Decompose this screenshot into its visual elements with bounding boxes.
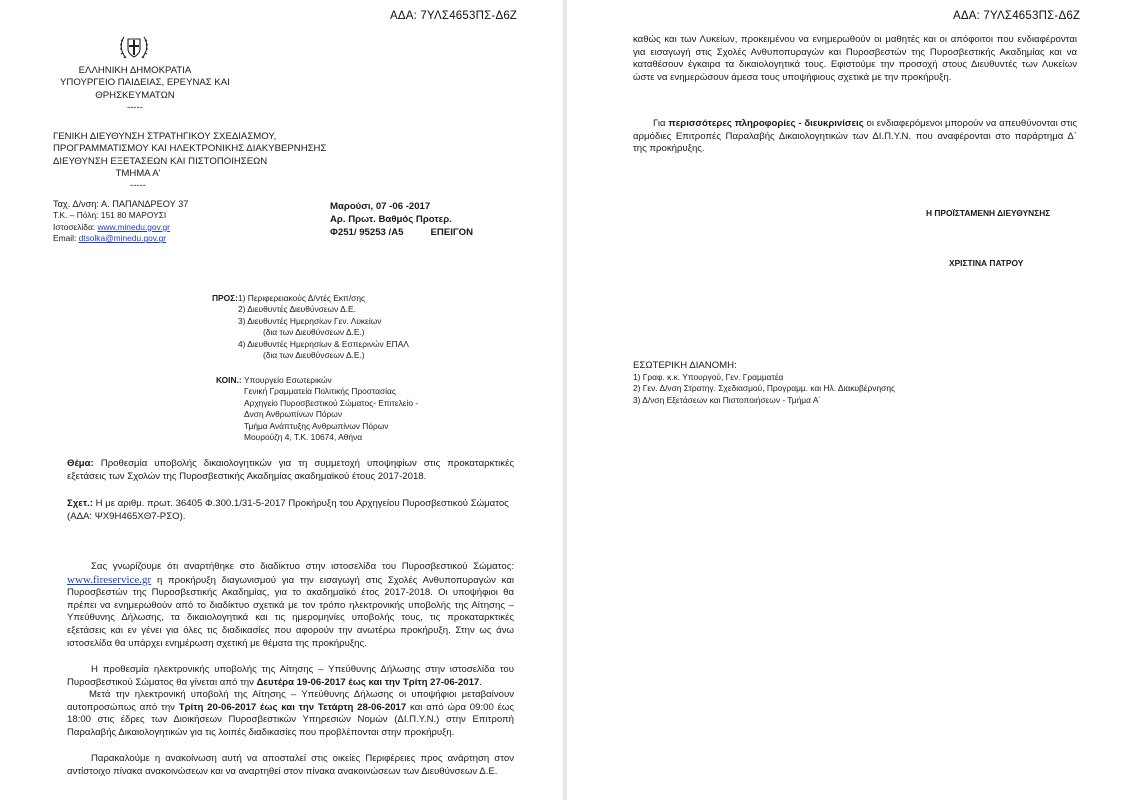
fireservice-link[interactable]: www.fireservice.gr — [67, 573, 152, 586]
paragraph-line: αντίστοιχο πίνακα ανακοινώσεων και να αναρτηθεί στον πίνακα ανακοινώσεων των Διευθύνσεων Δ.Ε. — [67, 765, 498, 777]
koin-line: Αρχηγείο Πυροσβεστικού Σώματος- Επιτελείο - — [244, 397, 419, 408]
internal-distribution-line: 1) Γραφ. κ.κ. Υπουργού, Γεν. Γραμματέα — [633, 372, 784, 382]
paragraph-line: Σας γνωρίζουμε ότι αναρτήθηκε στο διαδίκτυο στην ιστοσελίδα του Πυροσβεστικού Σώματος: — [91, 561, 514, 572]
paragraph-line: Παρακαλούμε η ανακοίνωση αυτή να αποσταλεί στις οικείες Περιφέρειες προς ανάρτηση στον — [91, 753, 514, 764]
ada-code: ΑΔΑ: 7ΥΛΣ4653ΠΣ-Δ6Ζ — [390, 10, 518, 22]
body-paragraph-3 — [67, 689, 514, 739]
to-label: ΠΡΟΣ: — [212, 293, 238, 303]
date-protocol-block — [330, 200, 473, 239]
department-title: ΤΜΗΜΑ Α' — [115, 168, 161, 179]
paragraph-text: αυτοπροσώπως από την — [67, 701, 179, 713]
subject-text: Προθεσμία υποβολής δικαιολογητικών για τη συμμετοχή υποψηφίων στις προκαταρκτικές — [100, 458, 515, 469]
greek-emblem-icon — [118, 33, 150, 63]
directorate-line: ΓΕΝΙΚΗ ΔΙΕΥΘΥΝΣΗ ΣΤΡΑΤΗΓΙΚΟΥ ΣΧΕΔΙΑΣΜΟΥ, — [53, 131, 277, 142]
koin-line: Υπουργείο Εσωτερικών — [244, 375, 332, 385]
email-link[interactable]: dtsolka@minedu.gov.gr — [78, 233, 167, 244]
reference-label: Σχετ.: — [67, 498, 93, 509]
protocol-label: Αρ. Πρωτ. Βαθμός Προτερ. — [330, 214, 452, 225]
paragraph-line: εξετάσεις και εν γένει για όλες τις διαδικασίες που αφορούν την ανωτέρω προκήρυξη. Στην ως άνω — [67, 624, 514, 636]
ministry-header — [60, 65, 230, 115]
reference-text: Η με αριθμ. πρωτ. 36405 Φ.300.1/31-5-2017 Προκήρυξη του Αρχηγείου Πυροσβεστικού Σώματος — [95, 498, 509, 509]
contact-postcode: Τ.Κ. – Πόλη: 151 80 ΜΑΡΟΥΣΙ — [53, 210, 167, 221]
koin-line: Τμήμα Ανάπτυξης Ανθρωπίνων Πόρων — [244, 420, 389, 431]
contact-email-row — [53, 233, 188, 244]
internal-distribution-title: ΕΣΩΤΕΡΙΚΗ ΔΙΑΝΟΜΗ: — [633, 360, 737, 371]
document-date: Μαρούσι, 07 -06 -2017 — [330, 201, 431, 212]
ministry-separator: ----- — [127, 102, 143, 114]
contact-block — [53, 199, 188, 245]
body-paragraph-2 — [67, 664, 514, 689]
protocol-row — [330, 226, 473, 239]
paragraph-text: Πυροσβεστικού Σώματος θα γίνεται από την — [67, 676, 257, 688]
koin-line: Γενική Γραμματεία Πολιτικής Προστασίας — [244, 386, 396, 397]
internal-distribution-line: 2) Γεν. Δ/νση Στρατηγ. Σχεδιασμού, Προγραμμ. και Ηλ. Διακυβέρνησης — [633, 383, 896, 394]
subject-label: Θέμα: — [67, 458, 94, 469]
department-separator: ----- — [130, 180, 146, 192]
reference-line — [67, 498, 514, 511]
deadline-dates: Δευτέρα 19-06-2017 έως και την Τρίτη 27-06-2017 — [256, 676, 480, 688]
koin-line: Μουρούζη 4, Τ.Κ. 10674, Αθήνα — [244, 432, 363, 443]
paragraph-line: της προκήρυξης. — [633, 143, 705, 155]
koin-list — [244, 375, 418, 443]
subject-block — [67, 458, 514, 483]
paragraph-line — [67, 574, 514, 588]
paragraph-line: Μετά την ηλεκτρονική υποβολή της Αίτησης – Υπεύθυνης Δήλωσης οι υποψήφιοι μεταβαίνουν — [89, 689, 514, 700]
signature-name: ΧΡΙΣΤΙΝΑ ΠΑΤΡΟΥ — [949, 258, 1024, 268]
signature-title: Η ΠΡΟΪΣΤΑΜΕΝΗ ΔΙΕΥΘΥΝΣΗΣ — [926, 208, 1051, 218]
website-link[interactable]: www.minedu.gov.gr — [97, 221, 170, 232]
document-page-1 — [0, 0, 563, 800]
paragraph-line: Πυροσβεστών της Πυροσβεστικής Ακαδημίας, για το ακαδημαϊκό έτος 2017-2018. Οι υποψήφιοι θα — [67, 587, 514, 599]
document-page-2 — [567, 0, 1131, 800]
reference-block — [67, 498, 514, 523]
subject-line — [67, 458, 514, 471]
contact-address: Ταχ. Δ/νση: Α. ΠΑΠΑΝΔΡΕΟΥ 37 — [53, 199, 189, 209]
subject-line: εξετάσεις των Σχολών της Πυροσβεστικής Ακαδημίας ακαδημαϊκού έτους 2017-2018. — [67, 470, 427, 482]
recipient-line: 1) Περιφερειακούς Δ/ντές Εκπ/σης — [238, 293, 366, 303]
paragraph-line: 18:00 στις έδρες των Διοικήσεων Πυροσβεστικών Υπηρεσιών Νομών (ΔΙ.Π.Υ.Ν.) στην Επιτροπή — [67, 714, 514, 726]
paragraph-line — [67, 702, 514, 715]
continuation-paragraph — [633, 34, 1077, 84]
directorate-line: ΔΙΕΥΘΥΝΣΗ ΕΞΕΤΑΣΕΩΝ ΚΑΙ ΠΙΣΤΟΠΟΙΗΣΕΩΝ — [53, 155, 268, 167]
paragraph-line: πρέπει να ενημερωθούν από το διαδίκτυο σχετικά με τον τρόπο ηλεκτρονικής υποβολής της Αίτησης – — [67, 599, 514, 611]
paragraph-text: Για — [653, 118, 669, 129]
ministry-line: ΕΛΛΗΝΙΚΗ ΔΗΜΟΚΡΑΤΙΑ — [78, 65, 192, 76]
info-paragraph — [633, 118, 1077, 156]
recipient-line: 2) Διευθυντές Διευθύνσεων Δ.Ε. — [238, 304, 356, 315]
paragraph-text: η προκήρυξη διαγωνισμού για την εισαγωγή στις Σχολές Ανθυποπυραγών και — [151, 574, 514, 586]
paragraph-line: καθώς και των Λυκείων, προκειμένου να ενημερωθούν οι μαθητές και οι απόφοιτοι που ενδιαφέρονται — [633, 34, 1077, 45]
internal-distribution — [633, 359, 895, 406]
ada-code: ΑΔΑ: 7ΥΛΣ4653ΠΣ-Δ6Ζ — [953, 10, 1081, 22]
paragraph-line: αρμόδιες Επιτροπές Παραλαβής Δικαιολογητικών των ΔΙ.Π.Υ.Ν. που αναφέρονται στο παράρτημα Δ΄ — [633, 130, 1077, 142]
email-label: Email: — [53, 233, 79, 244]
paragraph-line: Υπεύθυνης Δήλωσης, τα δικαιολογητικά και τις ημερομηνίες υποβολής τους, τις προκαταρκτικές — [67, 612, 514, 624]
directorate-header — [53, 131, 326, 168]
body-paragraph-1 — [67, 561, 514, 650]
reference-line: (ΑΔΑ: ΨΧ9Η465ΧΘ7-ΡΣΟ). — [67, 510, 186, 522]
department-block — [53, 168, 223, 193]
koin-label: ΚΟΙΝ.: — [216, 375, 242, 385]
recipient-line: (δια των Διευθύνσεων Δ.Ε.) — [263, 350, 365, 361]
priority-label: ΕΠΕΙΓΟΝ — [430, 227, 474, 238]
body-paragraph-4 — [67, 753, 514, 778]
paragraph-text: οι ενδιαφερόμενοι μπορούν να απευθύνονται στις — [863, 118, 1077, 129]
paragraph-text: και από ώρα 09:00 έως — [406, 701, 514, 713]
paragraph-line: για εισαγωγή στις Σχολές Ανθυποπυραγών και Πυροσβεστών της Πυροσβεστικής Ακαδημίας και να — [633, 46, 1077, 58]
koin-line: Δνση Ανθρωπίνων Πόρων — [244, 409, 343, 420]
paragraph-line: ιστοσελίδα θα υπάρχει ενημέρωση σχετική με θέματα της προκήρυξης. — [67, 637, 367, 649]
protocol-number: Φ251/ 95253 /Α5 — [330, 227, 404, 238]
paragraph-line: καταθέσουν έγκαιρα τα δικαιολογητικά τους. Εφιστούμε την προσοχή στους Διευθυντές των Λυκείων — [633, 59, 1077, 71]
website-label: Ιστοσελίδα: — [53, 221, 98, 232]
recipient-line: 4) Διευθυντές Ημερησίων & Εσπερινών ΕΠΑΛ — [238, 338, 409, 349]
internal-distribution-line: 3) Δ/νση Εξετάσεων και Πιστοποιήσεων - Τμήμα Α΄ — [633, 394, 822, 405]
paragraph-line: ώστε να ενημερώσουν άμεσα τους υποψήφιους σχετικά με την προκήρυξη. — [633, 71, 952, 83]
ministry-line: ΥΠΟΥΡΓΕΙΟ ΠΑΙΔΕΙΑΣ, ΕΡΕΥΝΑΣ ΚΑΙ — [60, 77, 230, 89]
paragraph-line: Η προθεσμία ηλεκτρονικής υποβολής της Αίτησης – Υπεύθυνης Δήλωσης στην ιστοσελίδα του — [91, 664, 514, 675]
paragraph-text: . — [479, 676, 482, 688]
recipients-list — [238, 293, 409, 361]
ministry-line: ΘΡΗΣΚΕΥΜΑΤΩΝ — [95, 89, 175, 101]
contact-website-row — [53, 222, 188, 233]
paragraph-line: Παραλαβής Δικαιολογητικών για τις λοιπές διαδικασίες που προβλέπονται στην προκήρυξη. — [67, 726, 455, 738]
recipient-line: 3) Διευθυντές Ημερησίων Γεν. Λυκείων — [238, 315, 382, 326]
recipient-line: (δια των Διευθύνσεων Δ.Ε.) — [263, 327, 365, 338]
directorate-line: ΠΡΟΓΡΑΜΜΑΤΙΣΜΟΥ ΚΑΙ ΗΛΕΚΤΡΟΝΙΚΗΣ ΔΙΑΚΥΒΕΡΝΗΣΗΣ — [53, 143, 327, 155]
info-emphasis: περισσότερες πληροφορίες - διευκρινίσεις — [668, 118, 864, 129]
paragraph-line — [633, 118, 1077, 131]
submission-dates: Τρίτη 20-06-2017 έως και την Τετάρτη 28-06-2017 — [178, 701, 407, 713]
paragraph-line — [67, 677, 514, 690]
